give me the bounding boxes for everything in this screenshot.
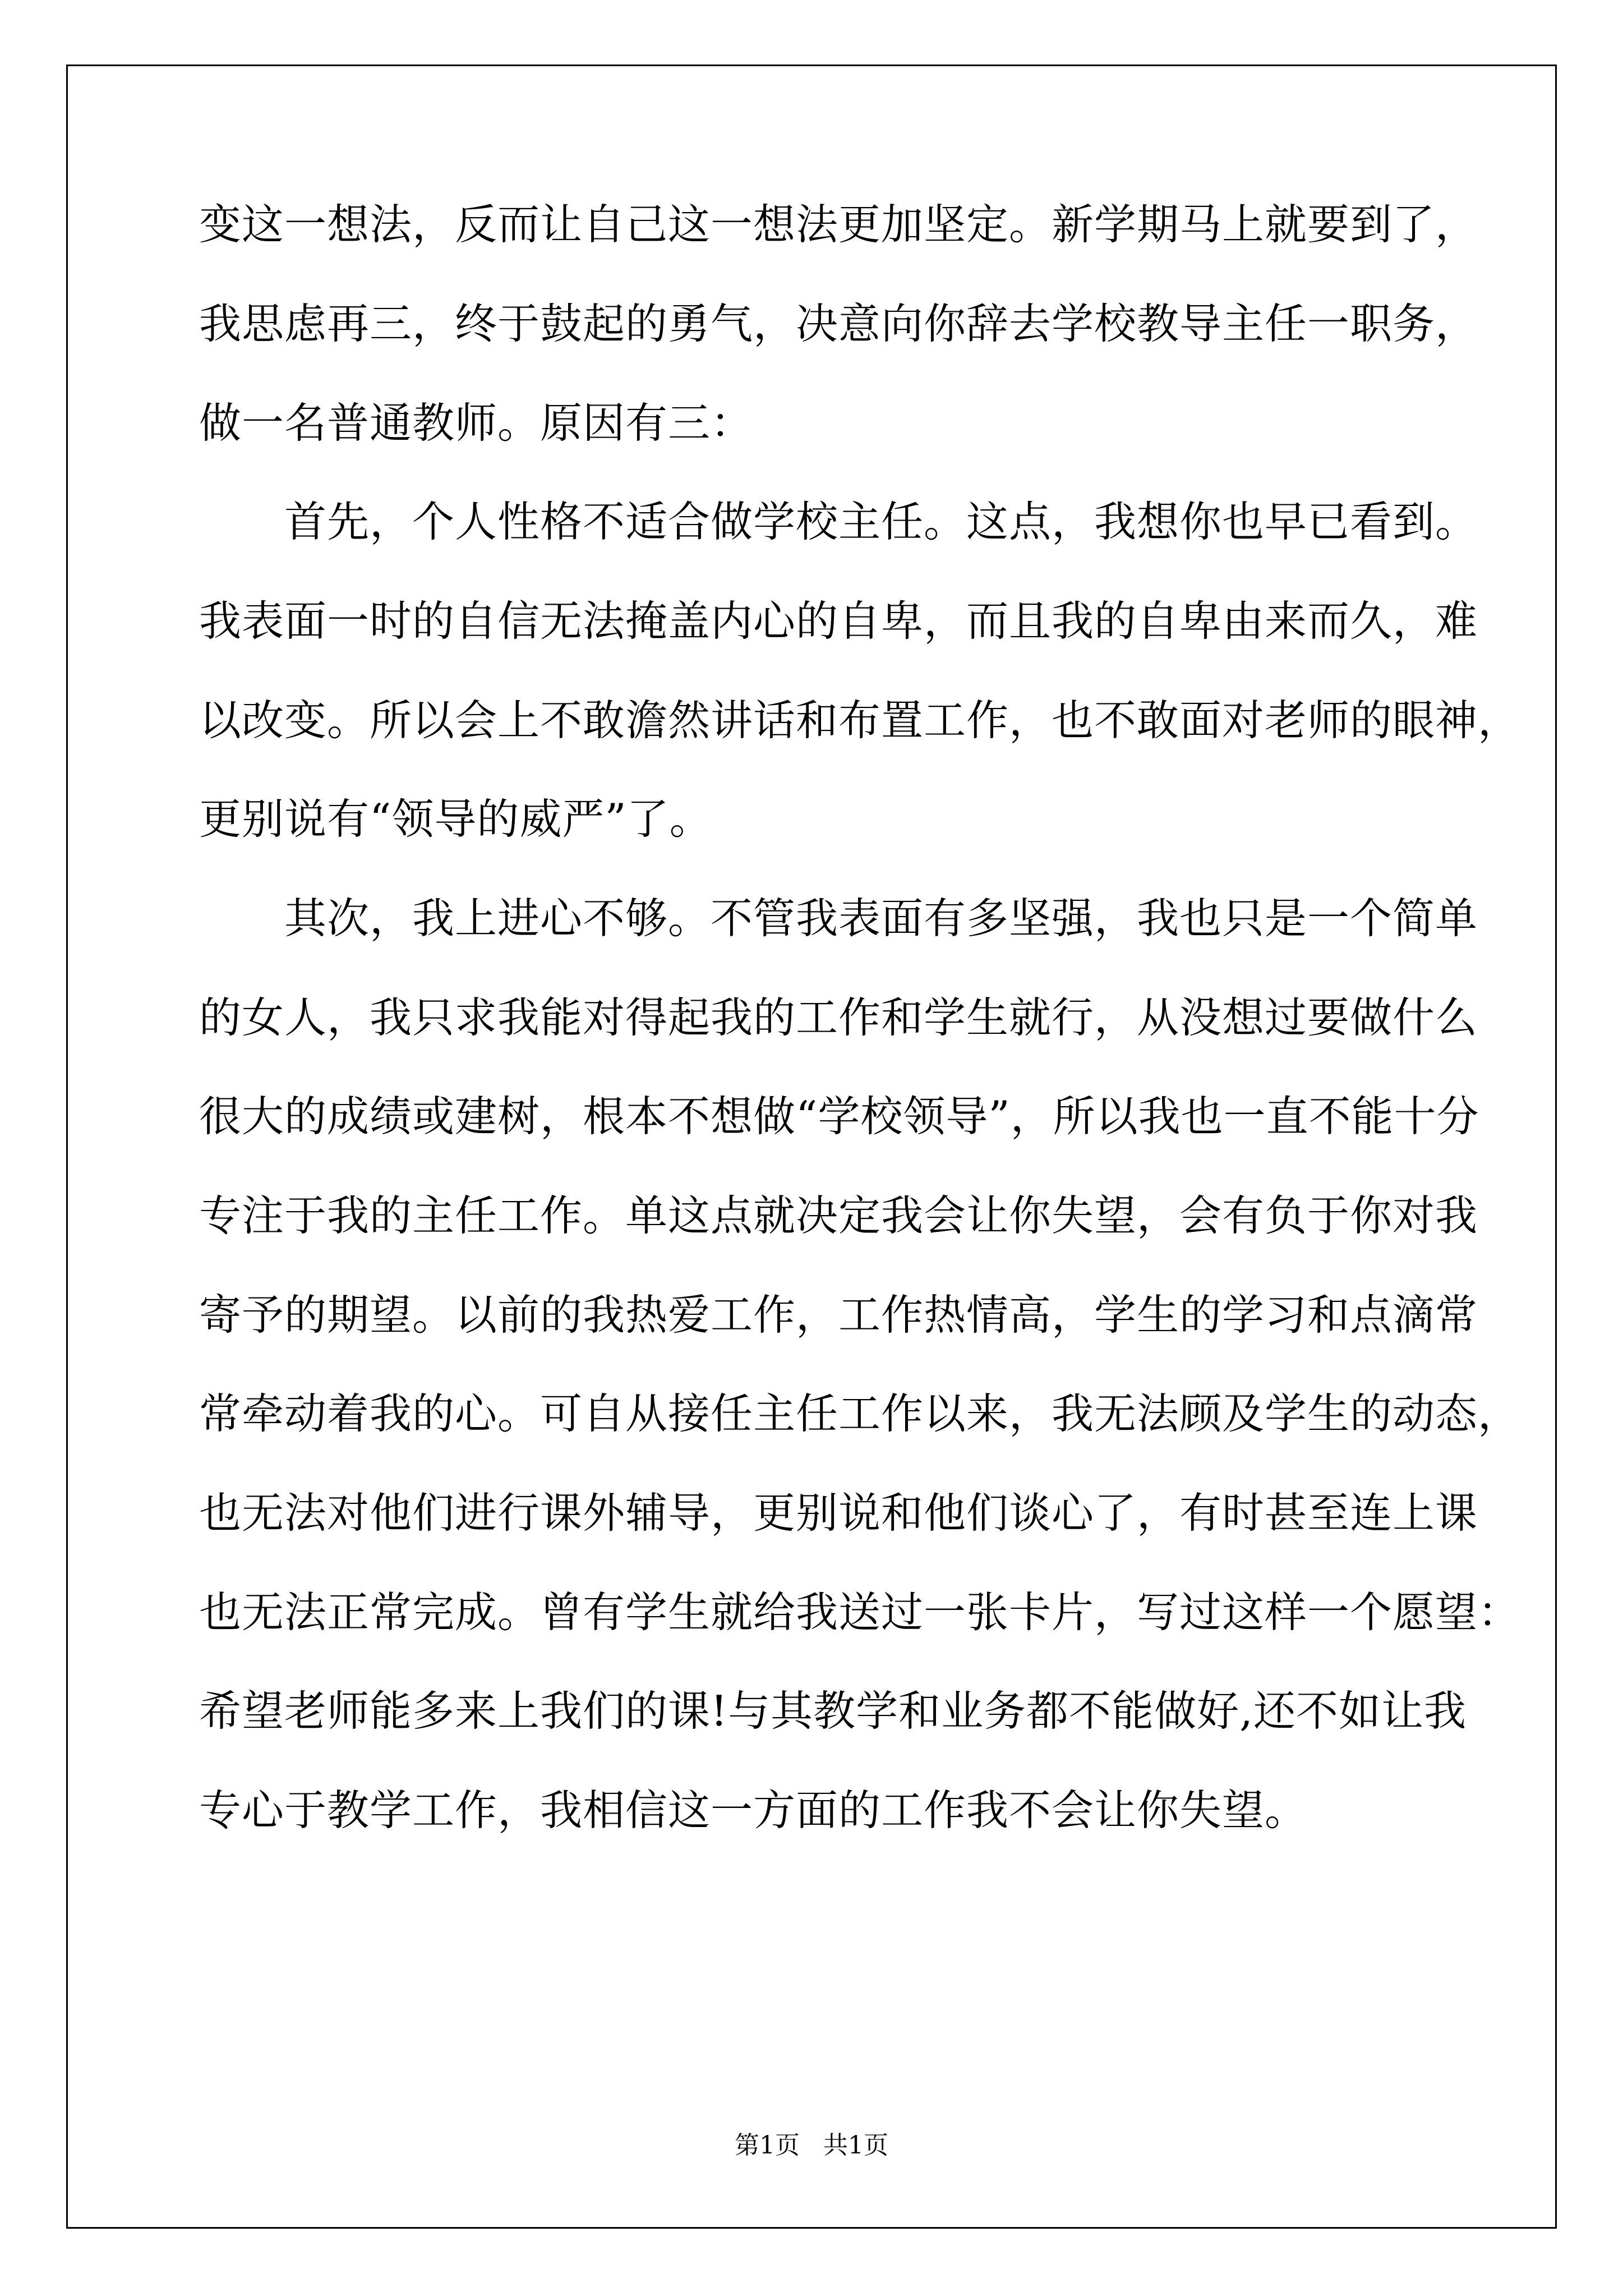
text-line: 很大的成绩或建树，根本不想做“学校领导”，所以我也一直不能十分 — [199, 1092, 1479, 1141]
page-total: 共1页 — [823, 2131, 888, 2160]
text-line: 的女人，我只求我能对得起我的工作和学生就行，从没想过要做什么 — [199, 993, 1478, 1042]
text-line: 常牵动着我的心。可自从接任主任工作以来，我无法顾及学生的动态， — [199, 1389, 1521, 1438]
text-line: 专心于教学工作，我相信这一方面的工作我不会让你失望。 — [199, 1786, 1308, 1835]
text-line: 也无法正常完成。曾有学生就给我送过一张卡片，写过这样一个愿望： — [199, 1588, 1521, 1637]
page-number: 第1页 — [735, 2131, 800, 2160]
text-line: 更别说有“领导的威严”了。 — [199, 794, 712, 844]
text-line: 做一名普通教师。原因有三： — [199, 398, 754, 448]
text-line: 变这一想法，反而让自己这一想法更加坚定。新学期马上就要到了， — [199, 200, 1478, 249]
text-line: 以改变。所以会上不敢澹然讲话和布置工作，也不敢面对老师的眼神， — [199, 696, 1521, 745]
page-footer — [0, 2125, 1623, 2161]
text-line: 也无法对他们进行课外辅导，更别说和他们谈心了，有时甚至连上课 — [199, 1488, 1478, 1538]
text-line: 寄予的期望。以前的我热爱工作，工作热情高，学生的学习和点滴常 — [199, 1290, 1478, 1340]
text-line: 我表面一时的自信无法掩盖内心的自卑，而且我的自卑由来而久，难 — [199, 596, 1478, 646]
text-line: 首先，个人性格不适合做学校主任。这点，我想你也早已看到。 — [199, 497, 1478, 546]
text-line: 其次，我上进心不够。不管我表面有多坚强，我也只是一个简单 — [199, 894, 1478, 943]
text-line: 我思虑再三，终于鼓起的勇气，决意向你辞去学校教导主任一职务， — [199, 299, 1478, 348]
text-line: 专注于我的主任工作。单这点就决定我会让你失望，会有负于你对我 — [199, 1191, 1478, 1240]
text-line: 希望老师能多来上我们的课!与其教学和业务都不能做好,还不如让我 — [199, 1686, 1467, 1736]
